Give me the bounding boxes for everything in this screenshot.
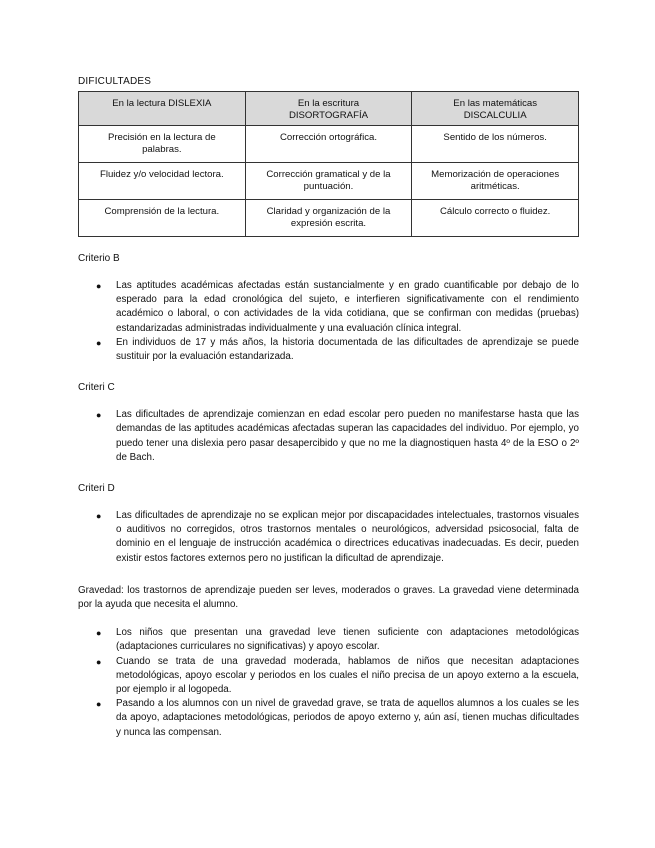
document-page	[78, 76, 579, 740]
criterio-b-title: Criterio B	[78, 253, 120, 264]
header-cell-disortografia: En la escritura DISORTOGRAFÍA	[245, 92, 412, 126]
table-cell: Memorización de operaciones aritméticas.	[412, 163, 579, 200]
header-cell-dislexia: En la lectura DISLEXIA	[79, 92, 246, 126]
bullet-icon: ●	[96, 628, 102, 639]
bullet-icon: ●	[96, 511, 102, 522]
table-cell: Corrección gramatical y de la puntuación.	[245, 163, 412, 200]
table-row	[79, 163, 579, 200]
table-row	[79, 126, 579, 163]
list-item: ● Cuando se trata de una gravedad moderada, hablamos de niños que necesitan adaptaciones metodológicas, apoyo escolar y periodos en los cuales el niño precisa de un apoyo externo a la escuela, por ejemplo ir al logopeda.	[96, 655, 579, 696]
criterio-b-list	[78, 279, 579, 364]
header-cell-discalculia: En las matemáticas DISCALCULIA	[412, 92, 579, 126]
bullet-icon: ●	[96, 281, 102, 291]
list-item: ● Las dificultades de aprendizaje no se explican mejor por discapacidades intelectuales, trastornos visuales o auditivos no corregidos, otros trastornos mentales o neurológicos, adversidad psicosocial, falta de dominio en el lenguaje de instrucción académica o directrices educativas inadecuadas. Es decir, pueden existir estos factores externos pero no justifican la dificultad de aprendizaje.	[96, 510, 579, 564]
table-cell: Precisión en la lectura de palabras.	[79, 126, 246, 163]
criterio-d-title: Criteri D	[78, 483, 115, 495]
gravedad-paragraph: Gravedad: los trastornos de aprendizaje pueden ser leves, moderados o graves. La gravedad viene determinada por la ayuda que necesita el alumno.	[78, 584, 579, 611]
table-cell: Corrección ortográfica.	[245, 126, 412, 163]
criterio-d-list	[78, 509, 579, 566]
section-title: DIFICULTADES	[78, 76, 152, 87]
bullet-icon: ●	[96, 699, 102, 710]
list-item: ● Los niños que presentan una gravedad leve tienen suficiente con adaptaciones metodológicas (adaptaciones curriculares no significativas) y apoyo escolar.	[96, 627, 579, 653]
table-cell: Fluidez y/o velocidad lectora.	[79, 163, 246, 200]
bullet-icon: ●	[96, 337, 102, 348]
table-cell: Cálculo correcto o fluidez.	[412, 200, 579, 237]
gravedad-list	[78, 626, 579, 740]
table-cell: Comprensión de la lectura.	[79, 200, 246, 237]
list-item: ● Las aptitudes académicas afectadas están sustancialmente y en grado cuantificable por debajo de lo esperado para la edad cronológica del sujeto, e interfieren significativamente con el rendimiento académico o laboral, o con actividades de la vida cotidiana, que se confirman con medidas (pruebas) estandarizadas administradas individualmente y una evaluación clínica integral.	[96, 280, 579, 334]
bullet-icon: ●	[96, 410, 102, 421]
difficulties-table	[78, 91, 579, 237]
table-header-row	[79, 92, 579, 126]
list-item: ● Pasando a los alumnos con un nivel de gravedad grave, se trata de aquellos alumnos a los cuales se les da apoyo, adaptaciones metodológicas, periodos de apoyo externo y, aún así, tienen muchas dificultades y nunca las compensan.	[96, 698, 579, 738]
table-row	[79, 200, 579, 237]
criterio-c-list	[78, 408, 579, 465]
table-cell: Sentido de los números.	[412, 126, 579, 163]
list-item: ● En individuos de 17 y más años, la historia documentada de las dificultades de aprendizaje se puede sustituir por la evaluación estandarizada.	[96, 336, 579, 363]
bullet-icon: ●	[96, 656, 102, 667]
criterio-c-title: Criteri C	[78, 382, 115, 394]
list-item: ● Las dificultades de aprendizaje comienzan en edad escolar pero pueden no manifestarse hasta que las demandas de las aptitudes académicas afectadas superan las capacidades del individuo. Por ejemplo, yo puedo tener una dislexia pero pasar desapercibido y que no me la diagnostiquen hasta 4º de la ESO o 2º de Bach.	[96, 409, 579, 463]
table-cell: Claridad y organización de la expresión escrita.	[245, 200, 412, 237]
